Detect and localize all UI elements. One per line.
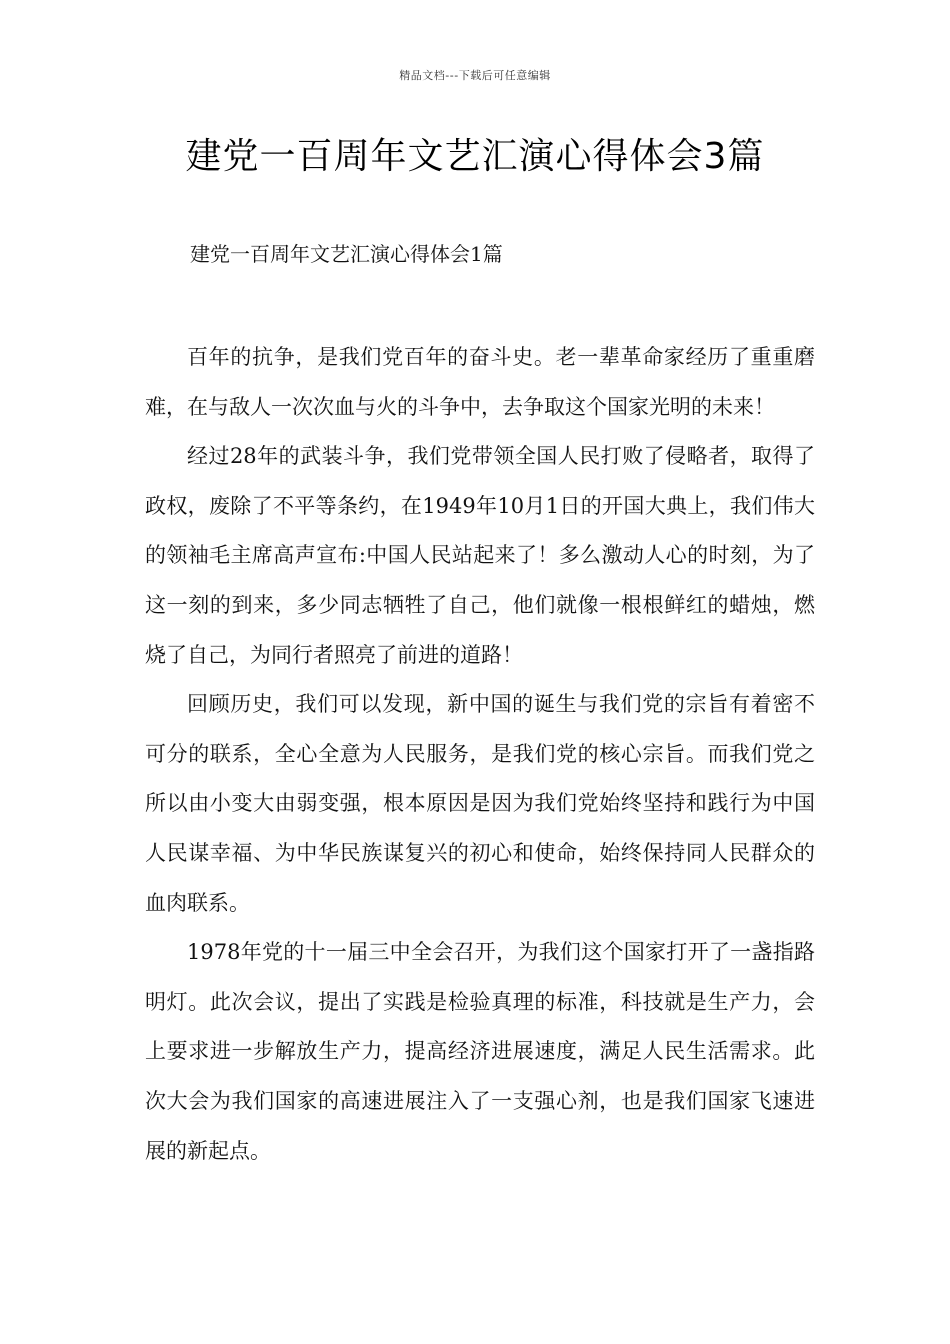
paragraph-2: 经过28年的武装斗争，我们党带领全国人民打败了侵略者，取得了政权，废除了不平等条约，在1949年10月1日的开国大典上，我们伟大的领袖毛主席高声宣布:中国人民站起来了！多么激动人心的时刻，为了这一刻的到来，多少同志牺牲了自己，他们就像一根根鲜红的蜡烛，燃烧了自己，为同行者照亮了前进的道路！ xyxy=(145,444,815,667)
paragraph-3: 回顾历史，我们可以发现，新中国的诞生与我们党的宗旨有着密不可分的联系，全心全意为人民服务，是我们党的核心宗旨。而我们党之所以由小变大由弱变强，根本原因是因为我们党始终坚持和践行为中国人民谋幸福、为中华民族谋复兴的初心和使命，始终保持同人民群众的血肉联系。 xyxy=(145,692,815,915)
section-title: 建党一百周年文艺汇演心得体会1篇 xyxy=(190,242,503,266)
header-note: 精品文档---下载后可任意编辑 xyxy=(399,69,551,82)
paragraph-1: 百年的抗争，是我们党百年的奋斗史。老一辈革命家经历了重重磨难，在与敌人一次次血与火的斗争中，去争取这个国家光明的未来！ xyxy=(145,345,815,419)
body-text xyxy=(145,333,815,1176)
paragraph-4: 1978年党的十一届三中全会召开，为我们这个国家打开了一盏指路明灯。此次会议，提出了实践是检验真理的标准，科技就是生产力，会上要求进一步解放生产力，提高经济进展速度，满足人民生活需求。此次大会为我们国家的高速进展注入了一支强心剂，也是我们国家飞速进展的新起点。 xyxy=(145,940,815,1163)
document-title: 建党一百周年文艺汇演心得体会3篇 xyxy=(185,136,765,177)
